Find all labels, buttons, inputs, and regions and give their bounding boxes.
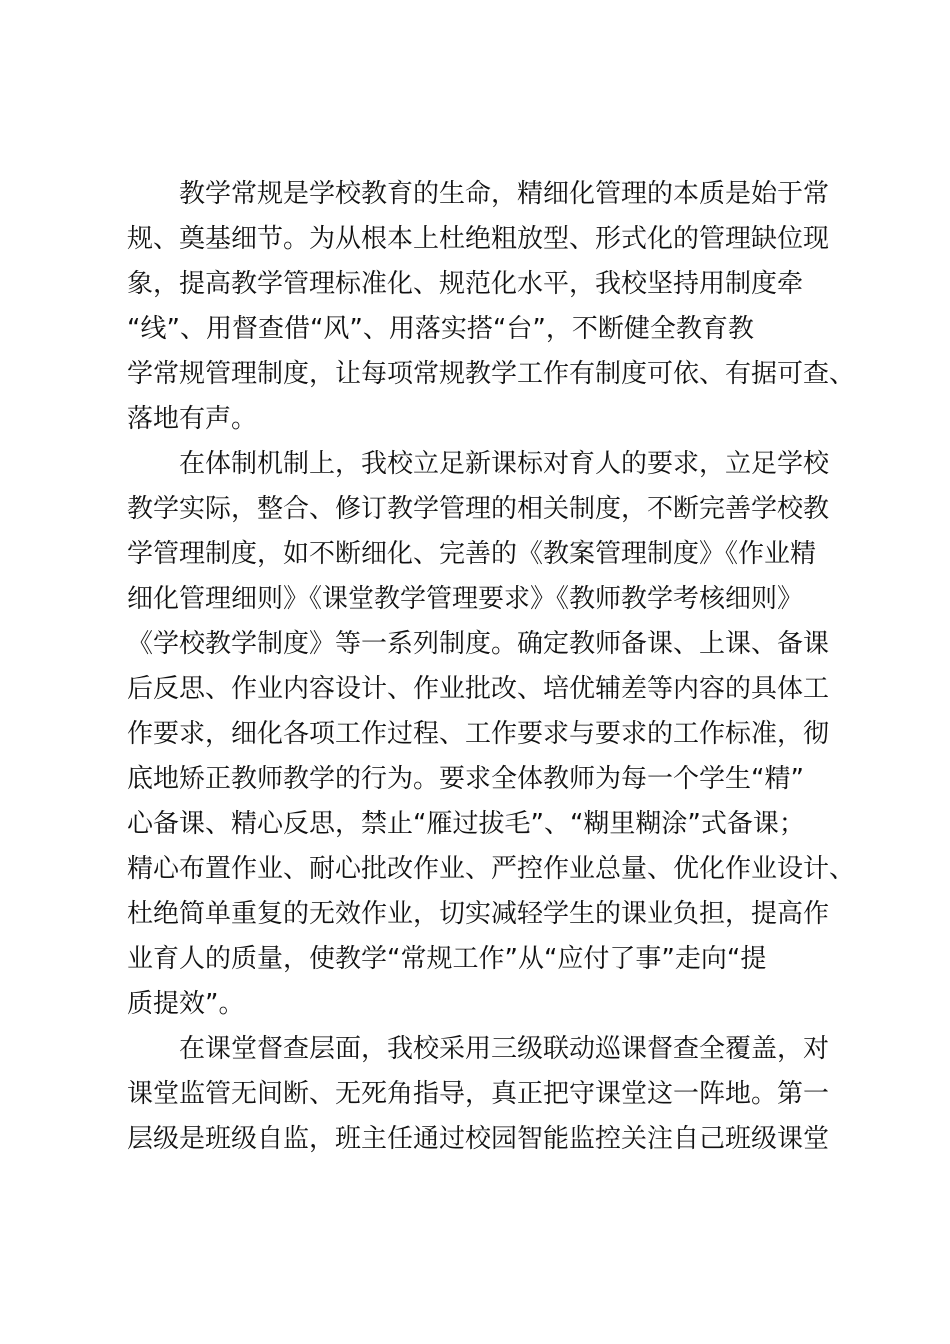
paragraph-2-line-1: 在体制机制上，我校立足新课标对育人的要求，立足学校 <box>179 449 830 479</box>
paragraph-2-line-11: 杜绝简单重复的无效作业，切实减轻学生的课业负担，提高作 <box>127 899 830 929</box>
paragraph-2-line-8: 底地矫正教师教学的行为。要求全体教师为每一个学生“精” <box>127 764 804 794</box>
paragraph-2-line-3: 学管理制度，如不断细化、完善的《教案管理制度》《作业精 <box>127 539 817 569</box>
paragraph-1-line-4: “线”、用督查借“风”、用落实搭“台”，不断健全教育教 <box>127 314 754 344</box>
paragraph-2-line-10: 精心布置作业、耐心批改作业、严控作业总量、优化作业设计、 <box>127 854 856 884</box>
paragraph-1 <box>127 172 856 442</box>
paragraph-3-line-1: 在课堂督查层面，我校采用三级联动巡课督查全覆盖，对 <box>179 1034 830 1064</box>
paragraph-2-line-12: 业育人的质量，使教学“常规工作”从“应付了事”走向“提 <box>127 944 767 974</box>
paragraph-2-line-13: 质提效”。 <box>127 989 245 1019</box>
paragraph-2-line-4: 细化管理细则》《课堂教学管理要求》《教师教学考核细则》 <box>127 584 804 614</box>
paragraph-3 <box>127 1027 837 1162</box>
paragraph-2 <box>127 442 856 1027</box>
paragraph-2-line-7: 作要求，细化各项工作过程、工作要求与要求的工作标准，彻 <box>127 719 830 749</box>
paragraph-2-line-2: 教学实际，整合、修订教学管理的相关制度，不断完善学校教 <box>127 494 830 524</box>
paragraph-1-line-1: 教学常规是学校教育的生命，精细化管理的本质是始于常 <box>179 179 830 209</box>
paragraph-1-line-5: 学常规管理制度，让每项常规教学工作有制度可依、有据可查、 <box>127 359 856 389</box>
paragraph-3-line-2: 课堂监管无间断、无死角指导，真正把守课堂这一阵地。第一 <box>127 1079 830 1109</box>
paragraph-2-line-5: 《学校教学制度》等一系列制度。确定教师备课、上课、备课 <box>127 629 830 659</box>
paragraph-2-line-6: 后反思、作业内容设计、作业批改、培优辅差等内容的具体工 <box>127 674 830 704</box>
paragraph-3-line-3: 层级是班级自监，班主任通过校园智能监控关注自己班级课堂 <box>127 1124 830 1154</box>
paragraph-1-line-6: 落地有声。 <box>127 404 258 434</box>
paragraph-1-line-3: 象，提高教学管理标准化、规范化水平，我校坚持用制度牵 <box>127 269 804 299</box>
document-body <box>127 172 856 1162</box>
paragraph-2-line-9: 心备课、精心反思，禁止“雁过拔毛”、“糊里糊涂”式备课； <box>127 809 805 839</box>
paragraph-1-line-2: 规、奠基细节。为从根本上杜绝粗放型、形式化的管理缺位现 <box>127 224 830 254</box>
